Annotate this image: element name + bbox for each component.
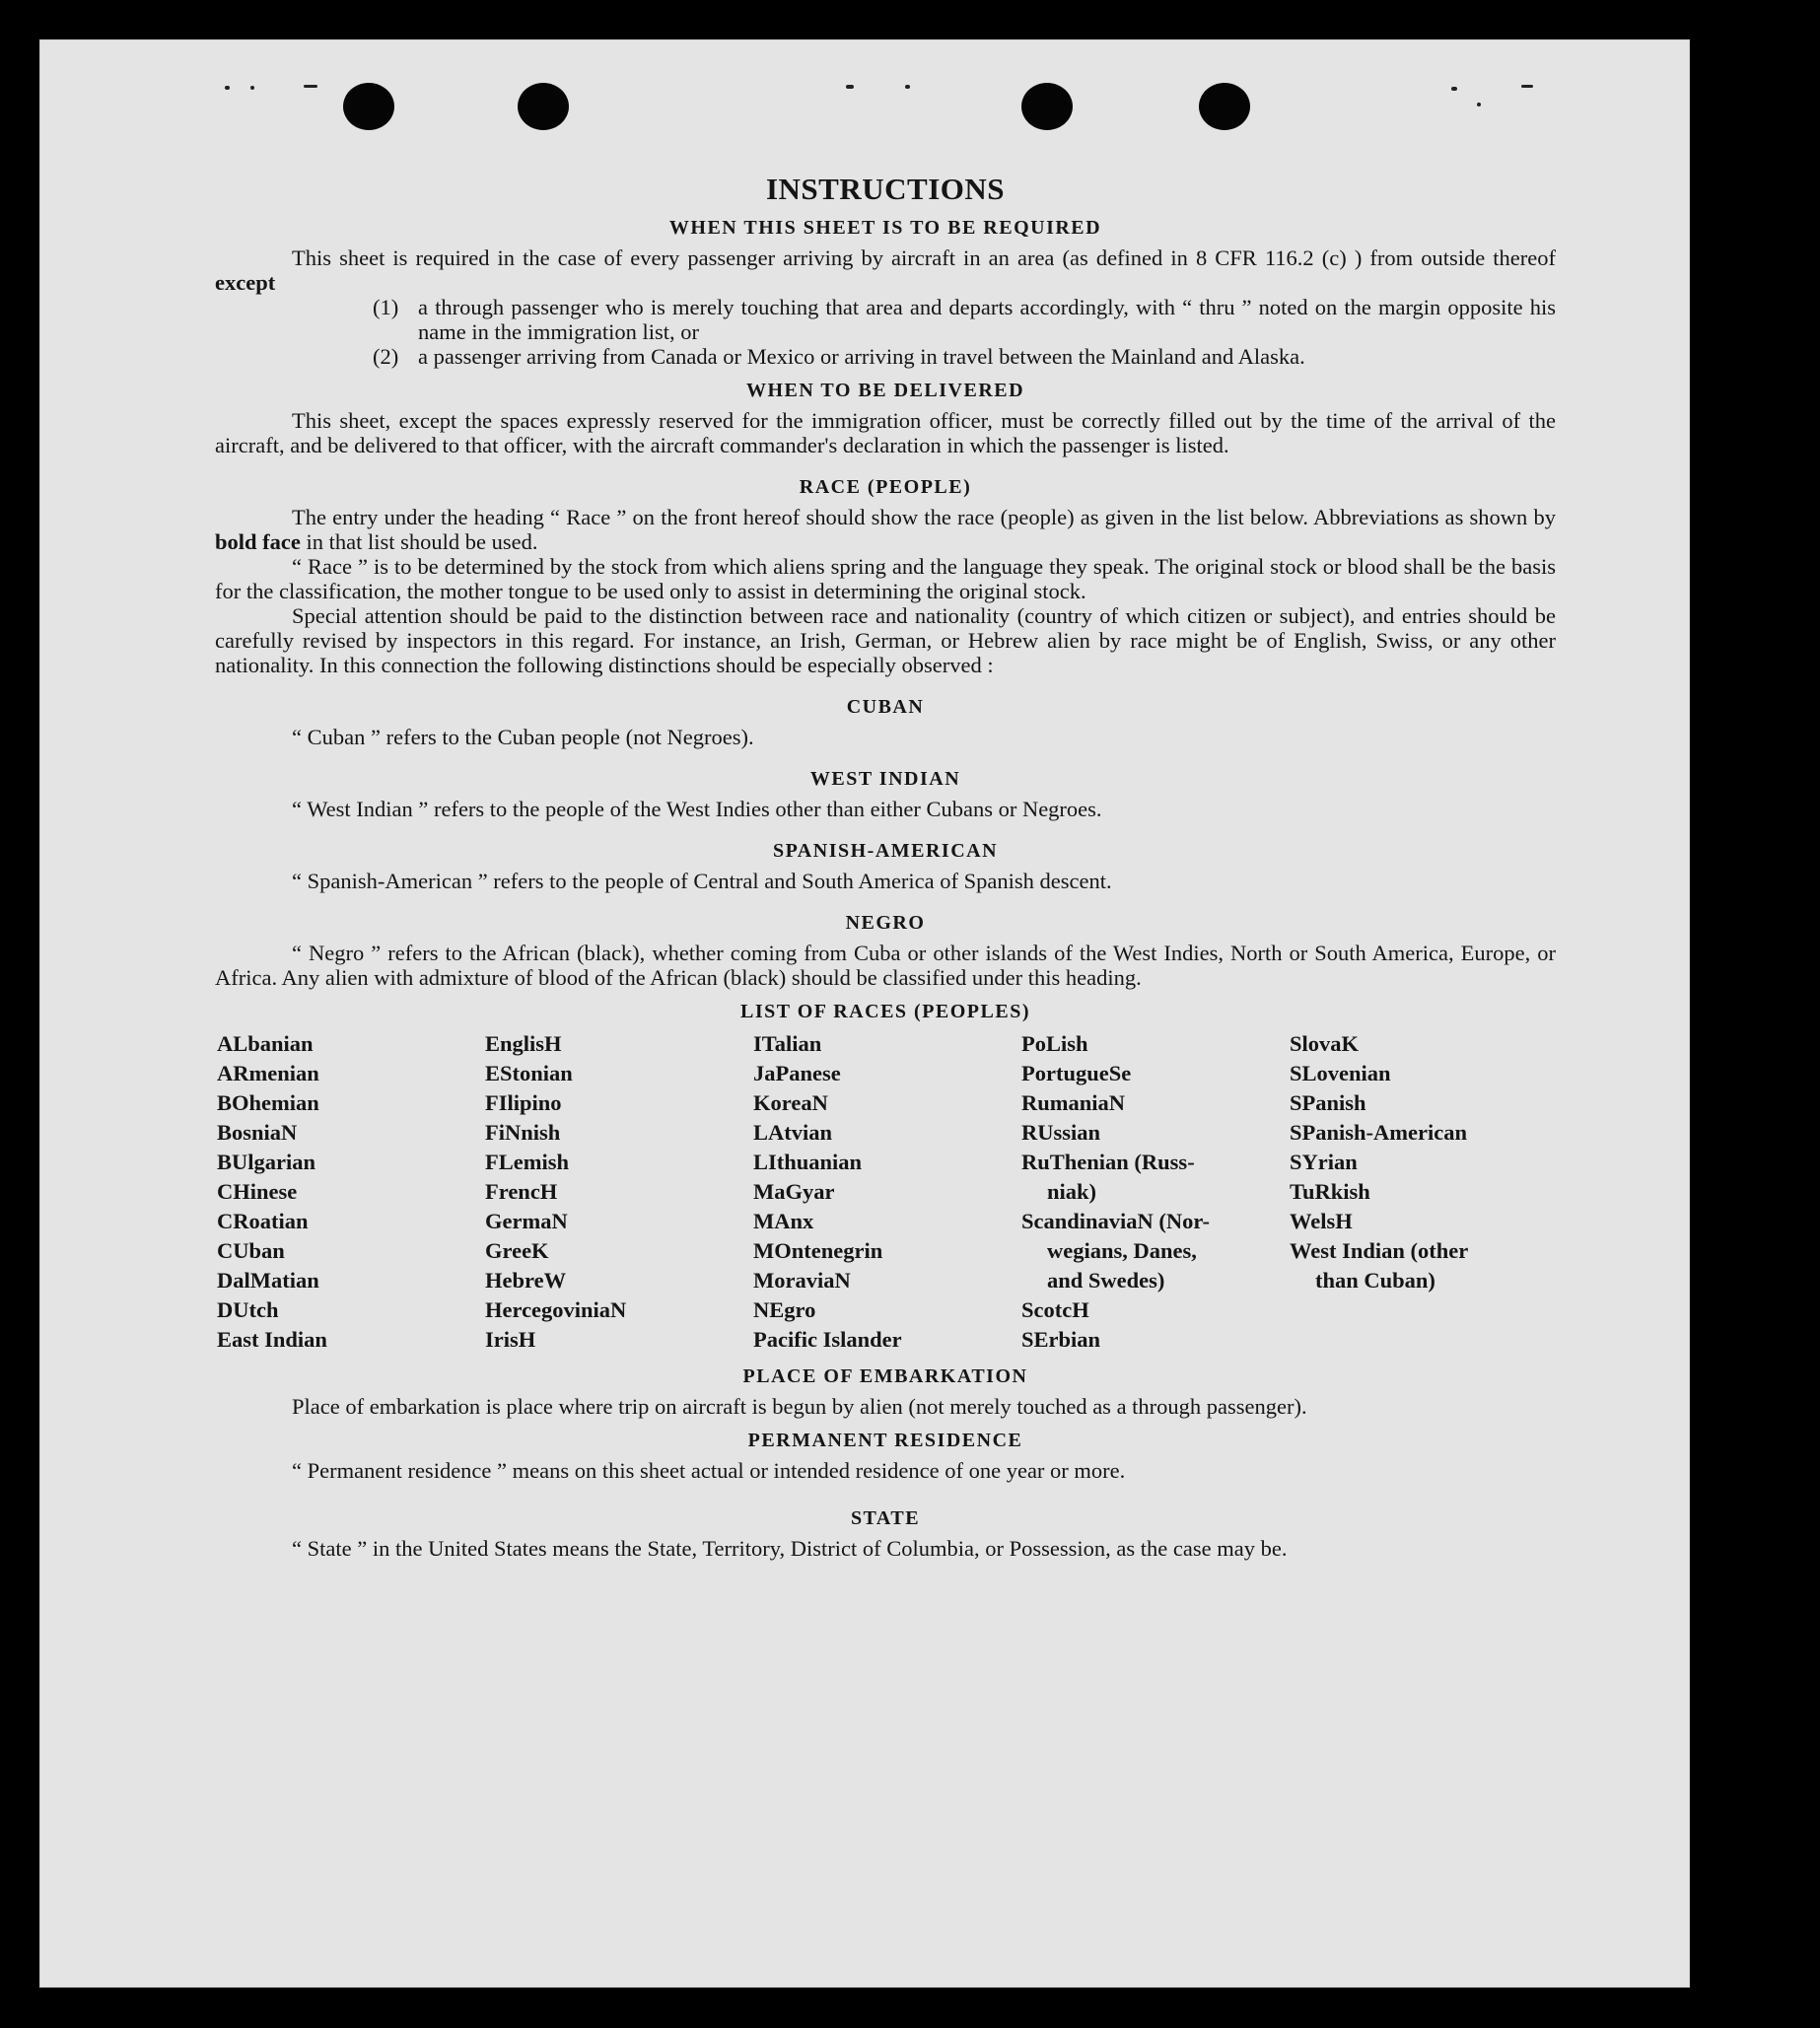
race-entry: ALbanian [217, 1031, 314, 1056]
race-entry-continued: niak) [1047, 1179, 1097, 1204]
race-paragraph: Special attention should be paid to the distinction between race and nationality (country of which citizen or subject), and entries should be carefully revised by inspectors in this regard. For instance, an Irish, German, or Hebrew alien by race might be of English, Swiss, or any other nationality. In this connection the following distinctions should be especially observed : [215, 603, 1556, 677]
punch-hole [1199, 83, 1250, 130]
race-entry: MOntenegrin [753, 1238, 883, 1263]
race-entry: Pacific Islander [753, 1327, 902, 1352]
speck [905, 85, 910, 89]
race-entry: NEgro [753, 1297, 816, 1322]
race-entry: MAnx [753, 1209, 814, 1233]
heading-state: STATE [850, 1507, 921, 1529]
race-entry: IrisH [485, 1327, 536, 1352]
heading-embarkation: PLACE OF EMBARKATION [742, 1365, 1028, 1387]
negro-text: “ Negro ” refers to the African (black), whether coming from Cuba or other islands of the West Indies, North or South America, Europe, or Africa. Any alien with admixture of blood of the African (black) should be classified under this heading. [215, 941, 1556, 990]
race-entry: FLemish [485, 1150, 570, 1174]
race-column [1021, 1029, 1290, 1355]
race-entry: EnglisH [485, 1031, 562, 1056]
residence-text: “ Permanent residence ” means on this sheet actual or intended residence of one year or more. [292, 1458, 1126, 1483]
race-entry: East Indian [217, 1327, 327, 1352]
speck [225, 86, 230, 90]
spanish-american-text: “ Spanish-American ” refers to the people of Central and South America of Spanish descent. [292, 869, 1112, 893]
race-entry: ARmenian [217, 1061, 319, 1085]
delivered-text: This sheet, except the spaces expressly reserved for the immigration officer, must be correctly filled out by the time of the arrival of the aircraft, and be delivered to that officer, with the aircraft commander's declaration in which the passenger is listed. [215, 408, 1556, 457]
punch-hole [1021, 83, 1073, 130]
race-column [753, 1029, 1021, 1355]
race-entry: SPanish-American [1290, 1120, 1467, 1145]
race-entry: SErbian [1021, 1327, 1101, 1352]
race-entry: LIthuanian [753, 1150, 863, 1174]
race-entry: TuRkish [1290, 1179, 1370, 1204]
race-entry: CRoatian [217, 1209, 309, 1233]
speck [304, 85, 317, 88]
heading-spanish-american: SPANISH-AMERICAN [772, 840, 999, 862]
race-entry: SlovaK [1290, 1031, 1360, 1056]
race-entry: JaPanese [753, 1061, 841, 1085]
race-entry: SPanish [1290, 1090, 1366, 1115]
heading-permanent-residence: PERMANENT RESIDENCE [747, 1430, 1023, 1451]
race-entry: GreeK [485, 1238, 549, 1263]
page-title: INSTRUCTIONS [765, 172, 1005, 206]
race-entry: RumaniaN [1021, 1090, 1126, 1115]
race-column [1290, 1029, 1558, 1355]
race-list [217, 1029, 1556, 1355]
west-indian-text: “ West Indian ” refers to the people of the West Indies other than either Cubans or Negroes. [292, 797, 1102, 821]
race-entry: EStonian [485, 1061, 573, 1085]
race-entry: RuThenian (Russ- [1021, 1150, 1195, 1174]
race-paragraph: “ Race ” is to be determined by the stock from which aliens spring and the language they speak. The original stock or blood shall be the basis for the classification, the mother tongue to be used only to assist in determining the original stock. [215, 554, 1556, 603]
speck [846, 85, 854, 89]
race-entry: ScotcH [1021, 1297, 1089, 1322]
race-entry-continued: and Swedes) [1047, 1268, 1165, 1293]
race-column [485, 1029, 753, 1355]
race-column [217, 1029, 485, 1355]
race-entry: KoreaN [753, 1090, 828, 1115]
race-entry: PoLish [1021, 1031, 1088, 1056]
race-paragraph: The entry under the heading “ Race ” on the front hereof should show the race (people) as given in the list below. Abbreviations as shown by bold face in that list should be used. [215, 505, 1556, 554]
race-entry: BUlgarian [217, 1150, 316, 1174]
race-entry: SLovenian [1290, 1061, 1391, 1085]
heading-delivered: WHEN TO BE DELIVERED [745, 380, 1025, 401]
heading-cuban: CUBAN [846, 696, 925, 718]
race-entry: GermaN [485, 1209, 568, 1233]
race-entry: FIlipino [485, 1090, 562, 1115]
speck [1451, 87, 1457, 91]
speck [250, 86, 254, 90]
race-entry: BosniaN [217, 1120, 298, 1145]
race-entry: HebreW [485, 1268, 567, 1293]
race-entry: HercegoviniaN [485, 1297, 627, 1322]
race-entry: DalMatian [217, 1268, 319, 1293]
cuban-text: “ Cuban ” refers to the Cuban people (not Negroes). [292, 725, 754, 749]
race-entry: WelsH [1290, 1209, 1353, 1233]
punch-hole [518, 83, 569, 130]
race-entry: DUtch [217, 1297, 279, 1322]
exception-item: (2) a passenger arriving from Canada or Mexico or arriving in travel between the Mainland and Alaska. [373, 344, 1305, 369]
speck [1477, 103, 1481, 106]
heading-race: RACE (PEOPLE) [799, 476, 972, 498]
instructions-body [215, 173, 1556, 1561]
race-entry: SYrian [1290, 1150, 1358, 1174]
race-entry: PortugueSe [1021, 1061, 1132, 1085]
race-entry: LAtvian [753, 1120, 833, 1145]
required-intro: This sheet is required in the case of every passenger arriving by aircraft in an area (as defined in 8 CFR 116.2 (c) ) from outside thereof except [215, 245, 1556, 295]
race-entry: FiNnish [485, 1120, 561, 1145]
punch-hole [343, 83, 394, 130]
race-entry: West Indian (other [1290, 1238, 1469, 1263]
heading-negro: NEGRO [845, 912, 926, 934]
speck [1521, 85, 1533, 88]
race-entry: CUban [217, 1238, 285, 1263]
race-entry: FrencH [485, 1179, 558, 1204]
exception-item: (1) a through passenger who is merely touching that area and departs accordingly, with “ thru ” noted on the margin opposite his name in the immigration list, or [373, 295, 1556, 344]
race-entry: CHinese [217, 1179, 298, 1204]
race-entry: ScandinaviaN (Nor- [1021, 1209, 1211, 1233]
document-page [39, 39, 1690, 1988]
race-entry-continued: than Cuban) [1315, 1268, 1435, 1293]
state-text: “ State ” in the United States means the State, Territory, District of Columbia, or Possession, as the case may be. [292, 1536, 1288, 1561]
race-entry: MoraviaN [753, 1268, 851, 1293]
heading-list-of-races: LIST OF RACES (PEOPLES) [739, 1001, 1030, 1022]
race-entry: BOhemian [217, 1090, 319, 1115]
heading-required: WHEN THIS SHEET IS TO BE REQUIRED [668, 217, 1102, 239]
race-entry: RUssian [1021, 1120, 1101, 1145]
race-entry-continued: wegians, Danes, [1047, 1238, 1197, 1263]
race-entry: ITalian [753, 1031, 822, 1056]
embarkation-text: Place of embarkation is place where trip on aircraft is begun by alien (not merely touched as a through passenger). [292, 1394, 1307, 1419]
heading-west-indian: WEST INDIAN [809, 768, 961, 790]
race-entry: MaGyar [753, 1179, 835, 1204]
